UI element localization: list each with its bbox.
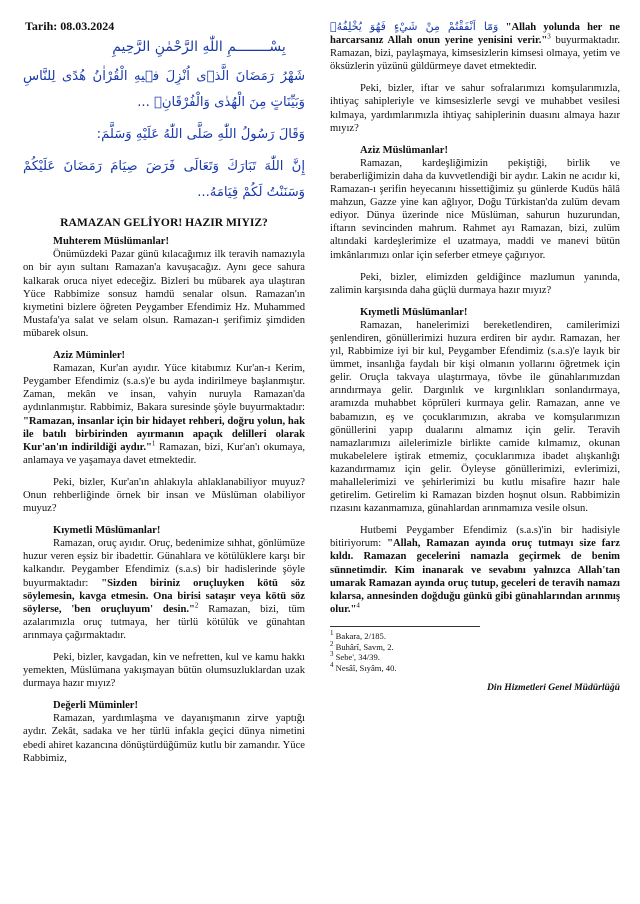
footnote <box>330 631 620 642</box>
footnote-text: Bakara, 2/185. <box>333 630 387 641</box>
signature: Din Hizmetleri Genel Müdürlüğü <box>486 682 620 694</box>
hadith-quote: "Allah, Ramazan ayında oruç tutmayı size farz kıldı. Ramazan gecelerini namazla geçirmek de benim sünnetimdir. Kim inanarak ve sevabını yalnızca Allah'tan umarak Ramazan ayında oruç tutup, geceleri de teravih namazı kılarsa, annesinden doğduğu günkü gibi günahlarından arınmış olur." <box>330 538 620 615</box>
footnote-number: 3 <box>330 650 334 659</box>
footnote <box>330 639 620 653</box>
footnote-ref: 3 <box>547 32 551 41</box>
paragraph-text: buyurmaktadır. Ramazan, bizi, paylaşmaya, kimsesizlerin kimsesi olmaya, yetim ve öksüzlerin yüzünü güldürmeye davet etmektedir. <box>330 35 620 73</box>
paragraph <box>23 537 305 642</box>
paragraph-text: Ramazan, Kur'an ayıdır. Yüce kitabımız Kur'an-ı Kerim, Peygamber Efendimiz (s.a.s)'e bu ayda indirilmeye başlanmıştır. Zaman, mekân ve insan, vahyin nuruyla Ramazan'da aydınlanmıştır. Rabbimiz, Bakara suresinde şöyle buyurmaktadır: <box>23 363 305 414</box>
section-heading: Aziz Müminler! <box>53 350 126 362</box>
footnote <box>330 652 620 663</box>
hadith-quote: "Sizden biriniz oruçluyken kötü söz söylemesin, kavga etmesin. Ona birisi sataşır veya kötü söz söylerse, 'ben oruçluyum' desin." <box>23 577 305 615</box>
paragraph <box>330 524 620 616</box>
footnote-number: 4 <box>330 660 334 669</box>
verse-quote: "Allah yolunda her ne harcarsanız Allah onun yerine yenisini verir." <box>330 22 620 47</box>
paragraph <box>23 362 305 467</box>
footnote-number: 1 <box>330 629 334 638</box>
section-heading: Kıymetli Müslümanlar! <box>53 525 161 537</box>
paragraph-text: Ramazan, oruç ayıdır. Oruç, bedenimize sıhhat, gönlümüze huzur veren eşsiz bir ibadettir. Günahlara ve kötülüklere karşı bir kalkandır. Peygamber Efendimiz (s.a.s) bir hadislerinde şöyle buyurmaktadır: <box>23 538 305 589</box>
date-line: Tarih: 08.03.2024 <box>25 19 115 33</box>
paragraph: Ramazan, kardeşliğimizin pekiştiği, birlik ve beraberliğimizin daha da kuvvetlendiği bir aydır. Lakin ne acıdır ki, Ramazan-ı şerifin heyecanını hissettiğimiz şu günlerde Kudüs hâlâ mahzun, Gazze yine kan ağlıyor, Doğu Türkistan'da zulüm devam ediyor. Dünya üzerinde nice Müslüman, sahurun huzurundan, iftarın sevincinden mahrum. Rahmet ayı Ramazan, bizi, zulüm altındaki kardeşlerimize el uzatmaya, maddi ve manevi bütün imkânlarımızı onlar için seferber etmeye çağırıyor. <box>330 157 620 261</box>
footnote-ref: 2 <box>194 601 199 610</box>
section-heading: Değerli Müminler! <box>53 700 139 712</box>
verse-arabic: وَمَٓا اَنْفَقْتُمْ مِنْ شَيْءٍ فَهُوَ يُخْلِفُهُۚ <box>330 20 499 33</box>
paragraph: Peki, bizler, Kur'an'ın ahlakıyla ahlaklanabiliyor muyuz? Onun rehberliğinde örnek bir insan ve Müslüman olabiliyor muyuz? <box>23 476 305 515</box>
arabic-verse-2: وَقَالَ رَسُولُ اللّٰهِ صَلَّى اللّٰهُ عَلَيْهِ وَسَلَّمَ: <box>96 127 305 143</box>
paragraph-text: Hutbemi Peygamber Efendimiz (s.a.s)'in bir hadisiyle bitiriyorum: <box>330 525 620 550</box>
paragraph: Peki, bizler, kavgadan, kin ve nefretten, kul ve kamu hakkı yemekten, Müslümana yakışmayan bütün olumsuzluklardan uzak durmaya hazır mıyız? <box>23 652 305 690</box>
paragraph-text: Ramazan, bizi, tüm azalarımızla oruç tutmaya, her türlü kötülük ve günahtan arınmaya çağırmaktadır. <box>23 603 305 641</box>
paragraph: Peki, bizler, iftar ve sahur sofralarımızı komşularımızla, ihtiyaç sahipleriyle ve kimsesizlerle sevgi ve muhabbet vesilesi kılmaya, yardımlarımızla ihtiyaç sahiplerinin duasını almaya hazır mıyız? <box>330 83 620 134</box>
section-heading: Muhterem Müslümanlar! <box>53 236 170 248</box>
section-heading: Kıymetli Müslümanlar! <box>360 306 468 318</box>
paragraph <box>330 20 620 73</box>
paragraph: Peki, bizler, elimizden geldiğince mazlumun yanında, zalimin karşısında daha güçlü durmaya hazır mıyız? <box>330 271 620 296</box>
basmala: بِسْــــــــمِ اللّٰهِ الرَّحْمٰنِ الرَّحِيمِ <box>112 39 286 56</box>
paragraph: Ramazan, hanelerimizi bereketlendiren, camilerimizi şenlendiren, gönüllerimizi huzura erdiren bir aydır. Ramazan, her yıl, Rabbimize iyi bir kul, Peygamber Efendimiz (s.a.s)'e layık bir ümmet, insanlığa faydalı bir kişi olmanın yollarını öğretmek için gelir. Oruçla takvaya ulaştırmaya, tövbe ile günahlarımızdan arındırmaya gelir. Dargınlık ve kırgınlıkları sonlandırmaya, aramızda muhabbet köprüleri kurmaya gelir. Ramazan, anne ve babamızın, eş ve çocuklarımızın, akraba ve komşularımızın gönüllerini yapıp dualarını almamız için gelir. Teravih namazlarımızı ailelerimizle birlikte camide kılmamız, okunan mukabelelere iştirak etmemiz, çocuklarımıza ibadet alışkanlığı kazandırmamız için gelir. Öyleyse gönüllerimizi, evlerimizi, mahallelerimizi ve şehirlerimizi bu kutlu misafire hazır hale getirelim. Getirelim ki Ramazan bizden hoşnut olsun. Rabbimizin rızasını kazanmamıza, günahlardan arınmamıza vesile olsun. <box>330 319 620 515</box>
page-title: RAMAZAN GELİYOR! HAZIR MIYIZ? <box>60 216 268 230</box>
footnote-number: 2 <box>330 639 334 648</box>
right-column <box>330 20 620 694</box>
footnote-ref: 4 <box>356 601 360 610</box>
paragraph-text: Ramazan, bizi, Kur'an'ı okumaya, anlamaya ve yaşamaya davet etmektedir. <box>23 441 305 466</box>
footnote-text: Buhârî, Savm, 2. <box>333 641 394 652</box>
footnote-divider <box>330 626 480 627</box>
verse-quote: "Ramazan, insanlar için bir hidayet rehberi, doğru yolun, hak ile batılı birbirinden ayırmanın apaçık delilleri olarak Kur'an'ın indirildiği aydır." <box>23 415 305 453</box>
footnote <box>330 660 620 674</box>
footnote-ref: 1 <box>151 439 156 448</box>
section-heading: Aziz Müslümanlar! <box>360 144 448 156</box>
paragraph: Önümüzdeki Pazar günü kılacağımız ilk teravih namazıyla on bir ayın sultanı Ramazan'a kavuşacağız. Aynı gece sahura kalkarak oruca niyet edeceğiz. Bizleri bu mübarek aya ulaştıran Yüce Rabbimize sonsuz hamdü senalar olsun. Ramazan'ın kıymetini bizlere öğreten Peygamber Efendimiz Hz. Muhammed Mustafa'ya salat ve selam olsun. Ramazan-ı şerifimiz şimdiden mübarek olsun. <box>23 249 305 339</box>
left-column <box>23 14 305 774</box>
paragraph: Ramazan, yardımlaşma ve dayanışmanın zirve yaptığı aydır. Zekât, sadaka ve her türlü infakla geçici dünya nimetini ebedi ahiret kazancına dönüştürdüğümüz kutlu bir zamandır. Yüce Rabbimiz, <box>23 713 305 764</box>
arabic-verse-1: شَهْرُ رَمَضَانَ الَّذٖى اُنْزِلَ فٖيهِ الْقُرْاٰنُ هُدًى لِلنَّاسِ وَبَيِّنَاتٍ مِنَ الْهُدٰى وَالْفُرْقَانِۚ ... <box>23 69 305 111</box>
footnote-text: Sebe', 34/39. <box>333 652 380 663</box>
arabic-verse-3: إِنَّ اللّٰهَ تَبَارَكَ وَتَعَالَى فَرَضَ صِيَامَ رَمَضَانَ عَلَيْكُمْ وَسَنَنْتُ لَكُمْ قِيَامَهُ... <box>23 159 305 201</box>
footnote-text: Nesâî, Sıyâm, 40. <box>333 662 397 673</box>
